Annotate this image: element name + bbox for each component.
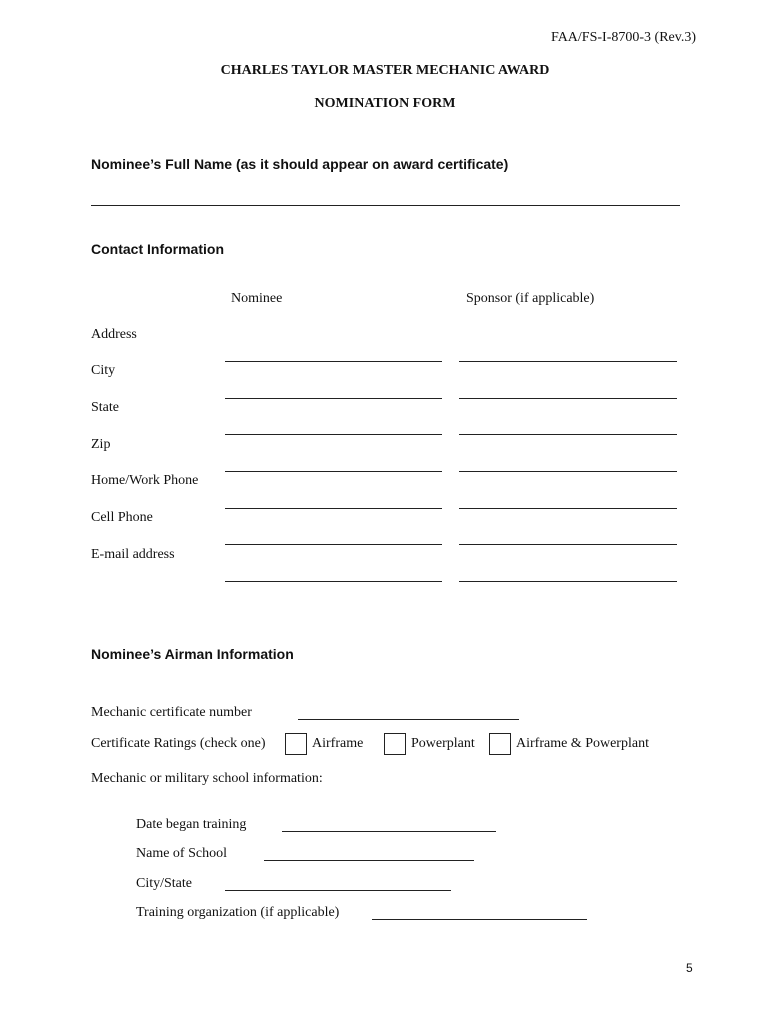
column-header-sponsor: Sponsor (if applicable) — [466, 291, 595, 306]
email-label: E-mail address — [91, 547, 175, 562]
school-info-label: Mechanic or military school information: — [91, 771, 323, 786]
sponsor-zip-field[interactable] — [459, 471, 677, 472]
airframe-powerplant-label: Airframe & Powerplant — [516, 736, 649, 751]
powerplant-label: Powerplant — [411, 736, 475, 751]
city-state-field[interactable] — [225, 890, 451, 891]
city-state-label: City/State — [136, 876, 192, 891]
page-number: 5 — [686, 961, 693, 975]
home-work-phone-label: Home/Work Phone — [91, 473, 199, 488]
sponsor-state-field[interactable] — [459, 434, 677, 435]
contact-heading: Contact Information — [91, 241, 224, 257]
city-label: City — [91, 363, 116, 378]
date-began-training-label: Date began training — [136, 817, 247, 832]
airframe-powerplant-checkbox[interactable] — [489, 733, 511, 755]
form-number: FAA/FS-I-8700-3 (Rev.3) — [550, 30, 696, 45]
nominee-email-field[interactable] — [225, 581, 442, 582]
cell-phone-label: Cell Phone — [91, 510, 153, 525]
name-of-school-label: Name of School — [136, 846, 227, 861]
nominee-address-field[interactable] — [225, 361, 442, 362]
sponsor-cell-phone-field[interactable] — [459, 544, 677, 545]
powerplant-checkbox[interactable] — [384, 733, 406, 755]
airframe-label: Airframe — [312, 736, 364, 751]
cert-number-label: Mechanic certificate number — [91, 705, 252, 720]
ratings-label: Certificate Ratings (check one) — [91, 736, 266, 751]
cert-number-field[interactable] — [298, 719, 519, 720]
training-organization-field[interactable] — [372, 919, 587, 920]
date-began-training-field[interactable] — [282, 831, 496, 832]
nominee-cell-phone-field[interactable] — [225, 544, 442, 545]
nominee-name-label: Nominee’s Full Name (as it should appear on award certificate) — [91, 156, 509, 172]
training-organization-label: Training organization (if applicable) — [136, 905, 340, 920]
name-of-school-field[interactable] — [264, 860, 474, 861]
state-label: State — [91, 400, 119, 415]
sponsor-email-field[interactable] — [459, 581, 677, 582]
sponsor-address-field[interactable] — [459, 361, 677, 362]
form-subtitle: NOMINATION FORM — [314, 96, 456, 111]
sponsor-city-field[interactable] — [459, 398, 677, 399]
nominee-state-field[interactable] — [225, 434, 442, 435]
zip-label: Zip — [91, 437, 111, 452]
form-title: CHARLES TAYLOR MASTER MECHANIC AWARD — [220, 63, 550, 78]
airman-heading: Nominee’s Airman Information — [91, 646, 294, 662]
column-header-nominee: Nominee — [231, 291, 283, 306]
nominee-city-field[interactable] — [225, 398, 442, 399]
nominee-zip-field[interactable] — [225, 471, 442, 472]
address-label: Address — [91, 327, 137, 342]
sponsor-home-work-phone-field[interactable] — [459, 508, 677, 509]
nominee-name-field[interactable] — [91, 205, 680, 206]
airframe-checkbox[interactable] — [285, 733, 307, 755]
nominee-home-work-phone-field[interactable] — [225, 508, 442, 509]
